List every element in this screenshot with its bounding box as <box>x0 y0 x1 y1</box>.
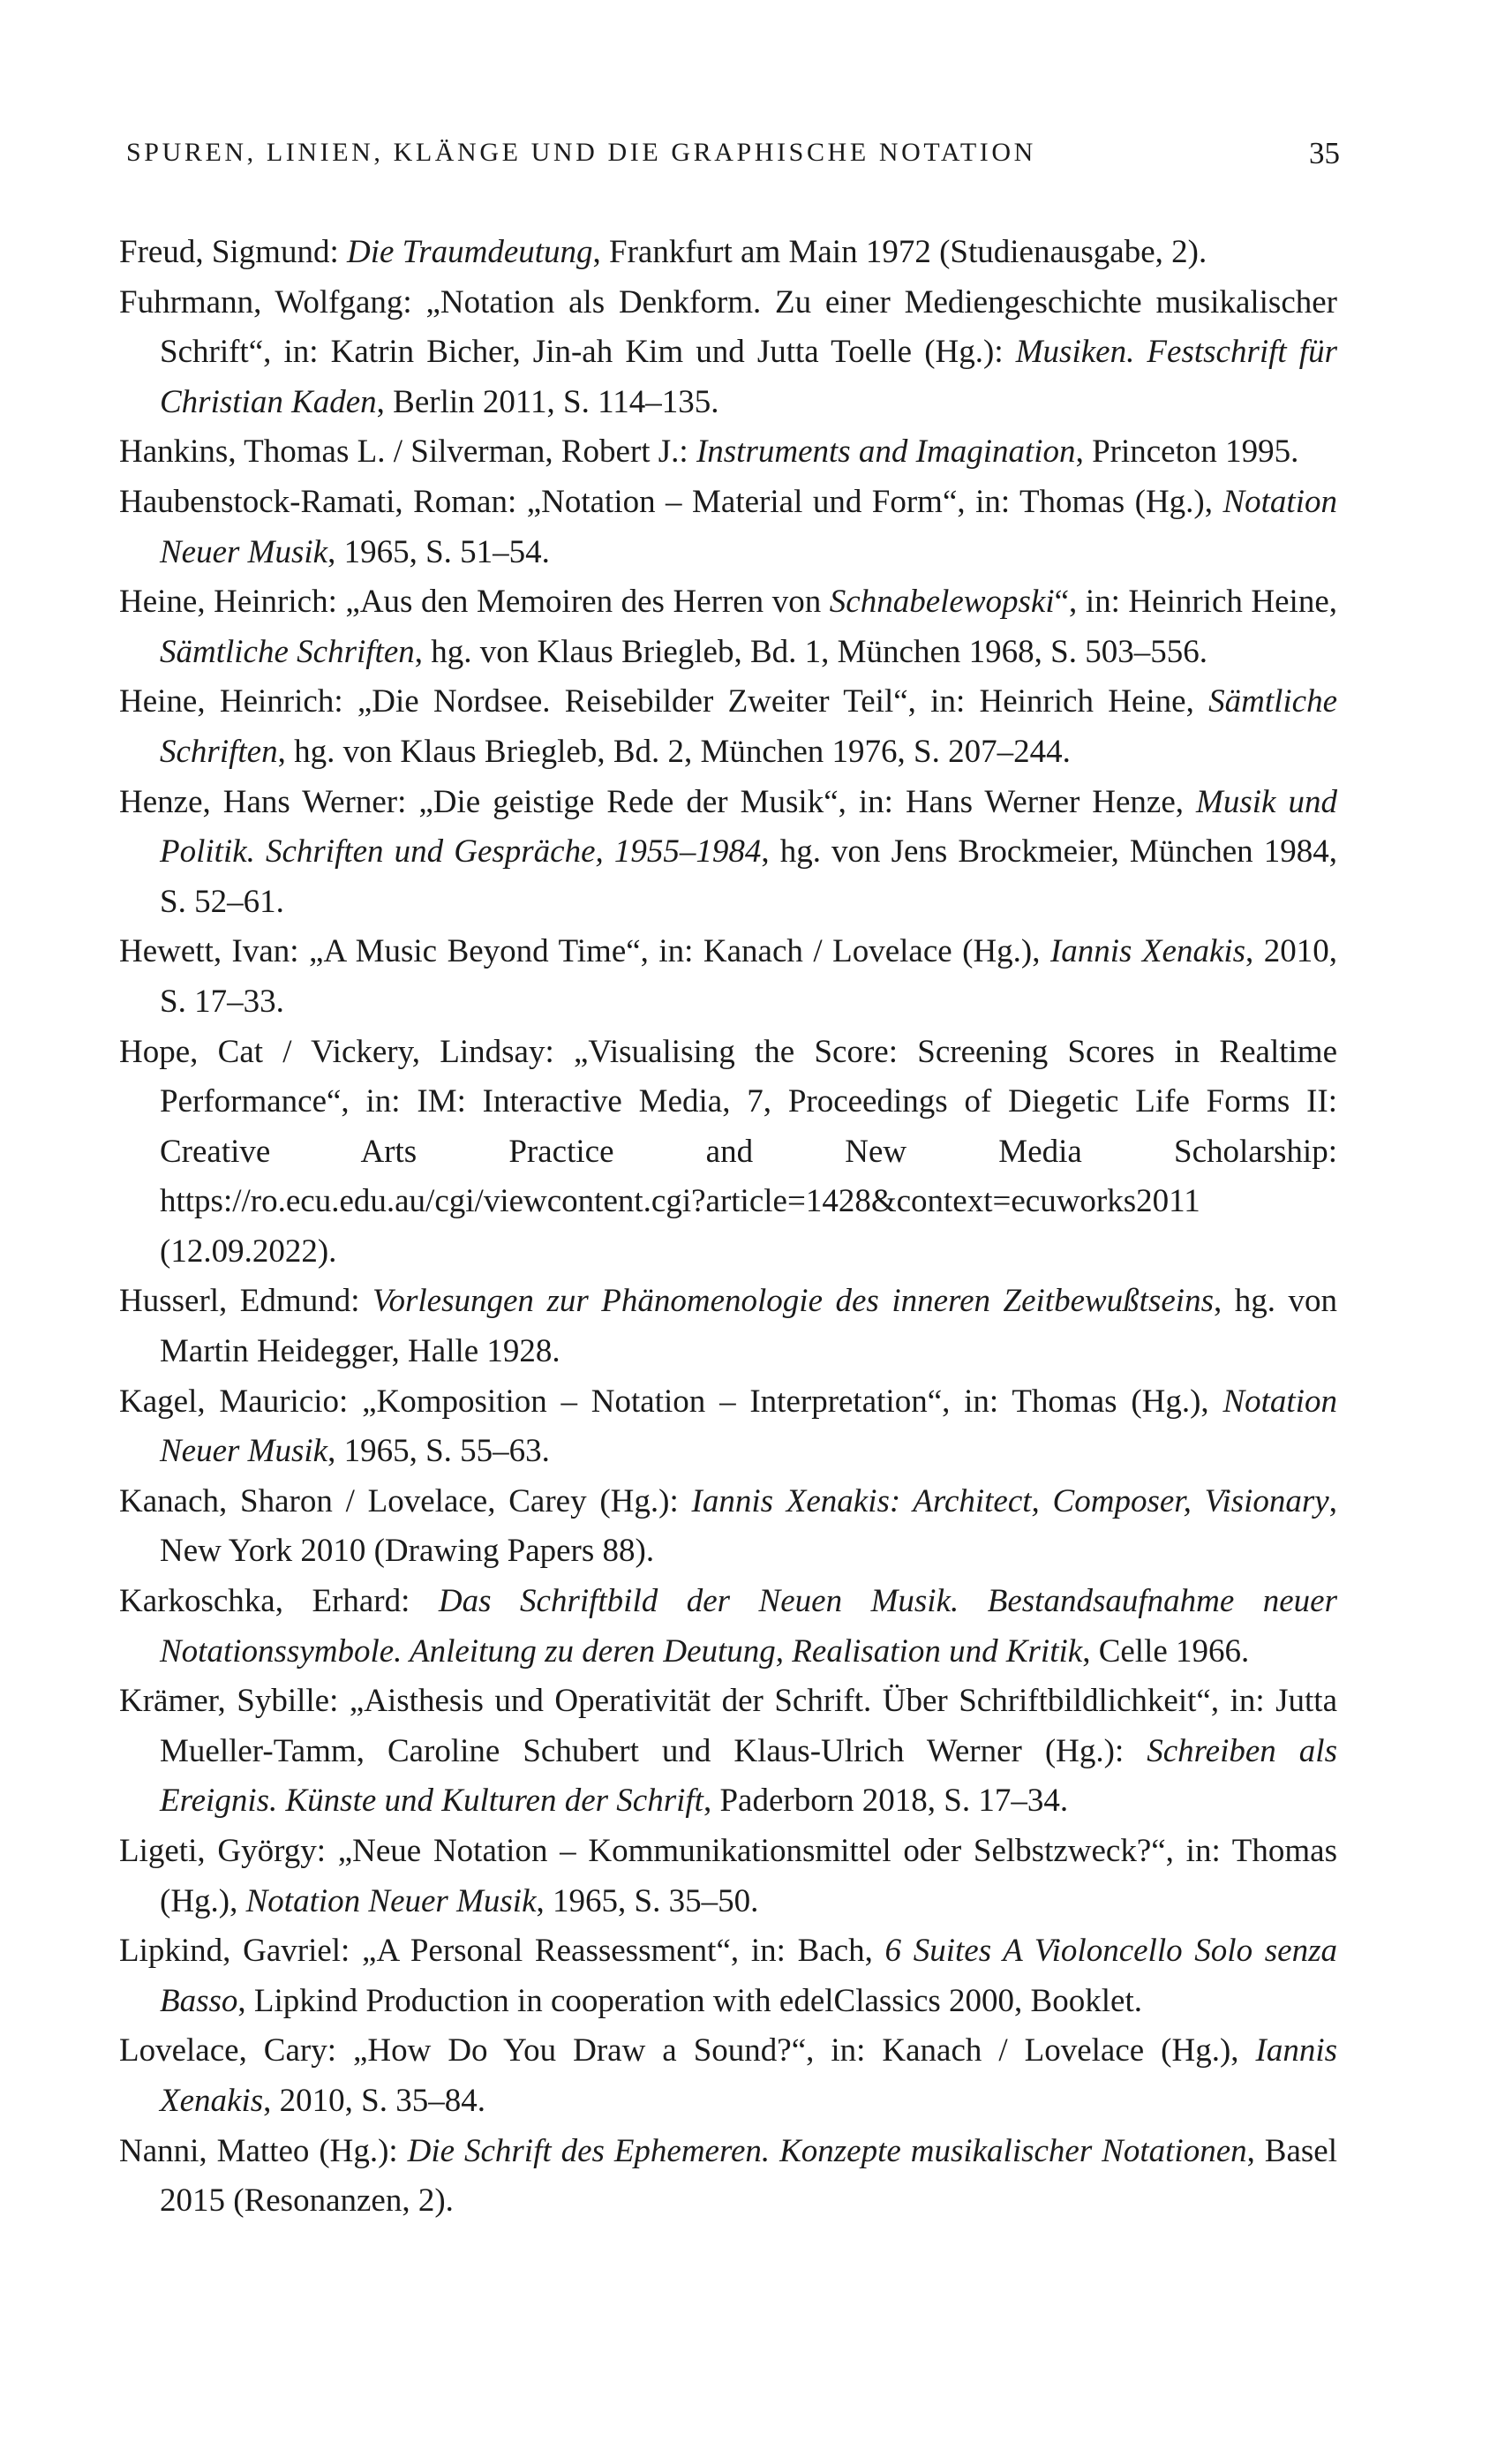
bibliography-entry <box>119 478 1337 577</box>
entry-title-italic: Musiken. Festschrift für Christian Kaden <box>160 334 1337 420</box>
bibliography-entry <box>119 1577 1337 1677</box>
entry-title-italic: Die Traumdeutung <box>347 234 593 270</box>
bibliography-entry <box>119 427 1337 478</box>
entry-text: Hankins, Thomas L. / Silverman, Robert J.: <box>119 433 696 471</box>
entry-text: , hg. von Klaus Briegleb, Bd. 1, München 1968, S. 503–556. <box>414 633 1207 670</box>
entry-text: , Princeton 1995. <box>1075 433 1299 471</box>
entry-text: Husserl, Edmund: <box>119 1283 372 1320</box>
entry-text: , Basel 2015 (Resonanzen, 2). <box>160 2132 1338 2220</box>
entry-title-italic: Schreiben als Ereignis. Künste und Kulturen der Schrift <box>160 1732 1337 1820</box>
entry-text: , 1965, S. 51–54. <box>327 533 550 570</box>
entry-title-italic: Instruments and Imagination <box>696 433 1076 471</box>
bibliography-entry <box>119 577 1337 677</box>
entry-title-italic: Notation Neuer Musik <box>160 1383 1337 1470</box>
bibliography-entry <box>119 1277 1337 1376</box>
entry-title-italic: Vorlesungen zur Phänomenologie des inneren Zeitbewußtseins <box>372 1283 1214 1320</box>
entry-text: Heine, Heinrich: „Aus den Memoiren des Herren von <box>119 584 830 621</box>
entry-text: Kanach, Sharon / Lovelace, Carey (Hg.): <box>119 1482 692 1519</box>
page-number: 35 <box>1309 136 1340 170</box>
entry-text: Krämer, Sybille: „Aisthesis und Operativität der Schrift. Über Schriftbildlichkeit“, in: Jutta Mueller-Tamm, Caroline Schubert und Klaus-Ulrich Werner (Hg.): <box>119 1683 1337 1769</box>
entry-text: , Celle 1966. <box>1082 1632 1250 1670</box>
entry-title-italic: Schnabelewopski <box>829 584 1055 621</box>
bibliography-entry <box>119 1377 1337 1477</box>
entry-text: Hope, Cat / Vickery, Lindsay: „Visualising the Score: Screening Scores in Realtime Performance“, in: IM: Interactive Media, 7, Proceedings of Diegetic Life Forms II: Creative Arts Practice and New Media Scholarship: https://ro.ecu.edu.au/cgi/viewcontent.cgi?article=1428&context=ecuworks2011 (12.09.2022). <box>119 1033 1337 1270</box>
entry-text: , New York 2010 (Drawing Papers 88). <box>160 1482 1337 1570</box>
entry-title-italic: Sämtliche Schriften <box>160 683 1337 770</box>
bibliography-entry <box>119 278 1337 428</box>
entry-text: Ligeti, György: „Neue Notation – Kommunikationsmittel oder Selbstzweck?“, in: Thomas (Hg.), <box>119 1833 1337 1919</box>
entry-text: Karkoschka, Erhard: <box>119 1583 439 1620</box>
entry-text: Fuhrmann, Wolfgang: „Notation als Denkform. Zu einer Mediengeschichte musikalischer Schrift“, in: Katrin Bicher, Jin-ah Kim und Jutta Toelle (Hg.): <box>119 283 1337 371</box>
bibliography-entry <box>119 927 1337 1027</box>
entry-title-italic: 6 Suites A Violoncello Solo senza Basso <box>160 1933 1337 2019</box>
entry-text: , 2010, S. 17–33. <box>160 933 1338 1020</box>
bibliography-entry <box>119 677 1337 777</box>
entry-title-italic: Iannis Xenakis <box>160 2032 1337 2119</box>
entry-text: , 1965, S. 35–50. <box>536 1882 759 1919</box>
entry-text: Haubenstock-Ramati, Roman: „Notation – Material und Form“, in: Thomas (Hg.), <box>119 483 1223 520</box>
entry-title-italic: Musik und Politik. Schriften und Gespräche, 1955–1984 <box>160 783 1337 871</box>
entry-text: , Paderborn 2018, S. 17–34. <box>703 1783 1069 1820</box>
entry-text: , hg. von Martin Heidegger, Halle 1928. <box>160 1283 1338 1370</box>
bibliography-entry <box>119 1827 1337 1926</box>
running-head <box>126 138 1340 180</box>
entry-title-italic: Notation Neuer Musik <box>160 483 1337 570</box>
entry-text: Lipkind, Gavriel: „A Personal Reassessment“, in: Bach, <box>119 1933 885 1970</box>
entry-text: , Lipkind Production in cooperation with edelClassics 2000, Booklet. <box>237 1982 1142 2019</box>
entry-text: , Frankfurt am Main 1972 (Studienausgabe, 2). <box>592 234 1207 270</box>
entry-title-italic: Sämtliche Schriften <box>160 633 415 670</box>
entry-title-italic: Die Schrift des Ephemeren. Konzepte musikalischer Notationen <box>407 2132 1247 2169</box>
entry-text: Kagel, Mauricio: „Komposition – Notation – Interpretation“, in: Thomas (Hg.), <box>119 1383 1223 1420</box>
bibliography-entry <box>119 1028 1337 1278</box>
entry-title-italic: Notation Neuer Musik <box>245 1882 537 1919</box>
bibliography-entry <box>119 778 1337 928</box>
entry-text: , 2010, S. 35–84. <box>263 2082 485 2119</box>
bibliography-entry <box>119 2026 1337 2126</box>
entry-text: , hg. von Klaus Briegleb, Bd. 2, München 1976, S. 207–244. <box>277 733 1071 770</box>
entry-text: , hg. von Jens Brockmeier, München 1984, S. 52–61. <box>160 833 1337 920</box>
entry-title-italic: Iannis Xenakis: Architect, Composer, Visionary <box>691 1482 1329 1519</box>
bibliography-entry <box>119 2127 1337 2227</box>
entry-text: , Berlin 2011, S. 114–135. <box>376 383 719 420</box>
bibliography-entry <box>119 1477 1337 1577</box>
entry-text: Hewett, Ivan: „A Music Beyond Time“, in: Kanach / Lovelace (Hg.), <box>119 933 1050 970</box>
running-title: SPUREN, LINIEN, KLÄNGE UND DIE GRAPHISCHE NOTATION <box>126 138 1036 167</box>
entry-text: Freud, Sigmund: <box>119 234 347 270</box>
bibliography-entry <box>119 1926 1337 2026</box>
entry-text: Henze, Hans Werner: „Die geistige Rede der Musik“, in: Hans Werner Henze, <box>119 783 1197 820</box>
entry-text: “, in: Heinrich Heine, <box>1054 584 1338 621</box>
entry-text: Nanni, Matteo (Hg.): <box>119 2132 408 2169</box>
entry-text: , 1965, S. 55–63. <box>327 1433 550 1470</box>
entry-text: Heine, Heinrich: „Die Nordsee. Reisebilder Zweiter Teil“, in: Heinrich Heine, <box>119 683 1209 720</box>
entry-title-italic: Iannis Xenakis <box>1049 933 1246 970</box>
bibliography-entry <box>119 1677 1337 1827</box>
entry-title-italic: Das Schriftbild der Neuen Musik. Bestandsaufnahme neuer Notationssymbole. Anleitung zu deren Deutung, Realisation und Kritik <box>160 1583 1338 1670</box>
entry-text: Lovelace, Cary: „How Do You Draw a Sound?“, in: Kanach / Lovelace (Hg.), <box>119 2032 1256 2069</box>
bibliography-entry <box>119 228 1337 278</box>
bibliography-list <box>119 228 1337 2227</box>
